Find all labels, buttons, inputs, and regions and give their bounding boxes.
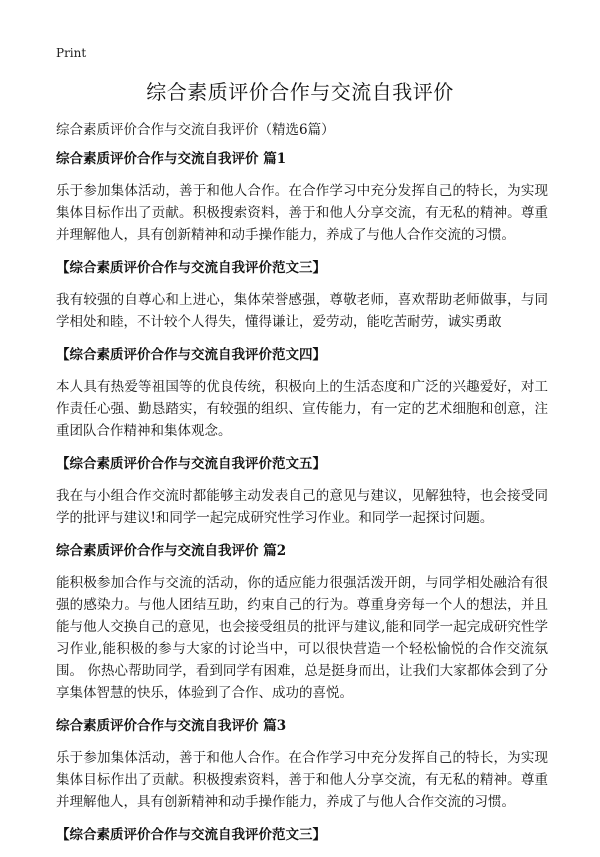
- page-subtitle: 综合素质评价合作与交流自我评价（精选6篇）: [56, 122, 335, 138]
- section-body-3: 本人具有热爱等祖国等的优良传统，积极向上的生活态度和广泛的兴趣爱好，对工作责任心强、勤恳踏实，有较强的组织、宣传能力，有一定的艺术细胞和创意，注重团队合作精神和集体观念。: [56, 379, 548, 439]
- section-heading-4: 【综合素质评价合作与交流自我评价范文五】: [56, 456, 326, 472]
- section-heading-5: 综合素质评价合作与交流自我评价 篇2: [56, 543, 287, 559]
- section-body-6: 乐于参加集体活动，善于和他人合作。在合作学习中充分发挥自己的特长，为实现集体目标作出了贡献。积极搜索资料，善于和他人分享交流，有无私的精神。尊重并理解他人，具有创新精神和动手操作能力，养成了与他人合作交流的习惯。: [56, 750, 548, 810]
- section-heading-3: 【综合素质评价合作与交流自我评价范文四】: [56, 347, 326, 363]
- section-body-4: 我在与小组合作交流时都能够主动发表自己的意见与建议，见解独特，也会接受同学的批评与建议!和同学一起完成研究性学习作业。和同学一起探讨问题。: [56, 488, 548, 526]
- section-body-2: 我有较强的自尊心和上进心，集体荣誉感强，尊敬老师，喜欢帮助老师做事，与同学相处和睦，不计较个人得失，懂得谦让，爱劳动，能吃苦耐劳，诚实勇敢: [56, 292, 548, 330]
- page-title: 综合素质评价合作与交流自我评价: [146, 80, 454, 104]
- section-body-5: 能积极参加合作与交流的活动，你的适应能力很强活泼开朗，与同学相处融洽有很强的感染力。与他人团结互助，约束自己的行为。尊重身旁每一个人的想法，并且能与他人交换自己的意见，也会接受组员的批评与建议,能和同学一起完成研究性学习作业,能积极的参与大家的讨论当中，可以很快营造一个轻松愉悦的合作交流氛围。 你热心帮助同学，看到同学有困难，总是挺身而出，让我们大家都体会到了分享集体智慧的快乐，体验到了合作、成功的喜悦。: [56, 575, 548, 701]
- section-body-1: 乐于参加集体活动，善于和他人合作。在合作学习中充分发挥自己的特长，为实现集体目标作出了贡献。积极搜索资料，善于和他人分享交流，有无私的精神。尊重并理解他人，具有创新精神和动手操作能力，养成了与他人合作交流的习惯。: [56, 183, 548, 243]
- article-content: [56, 148, 548, 857]
- print-link[interactable]: Print: [56, 46, 87, 60]
- section-heading-1: 综合素质评价合作与交流自我评价 篇1: [56, 151, 287, 167]
- section-heading-7: 【综合素质评价合作与交流自我评价范文三】: [56, 827, 326, 843]
- section-heading-6: 综合素质评价合作与交流自我评价 篇3: [56, 718, 287, 734]
- section-heading-2: 【综合素质评价合作与交流自我评价范文三】: [56, 260, 326, 276]
